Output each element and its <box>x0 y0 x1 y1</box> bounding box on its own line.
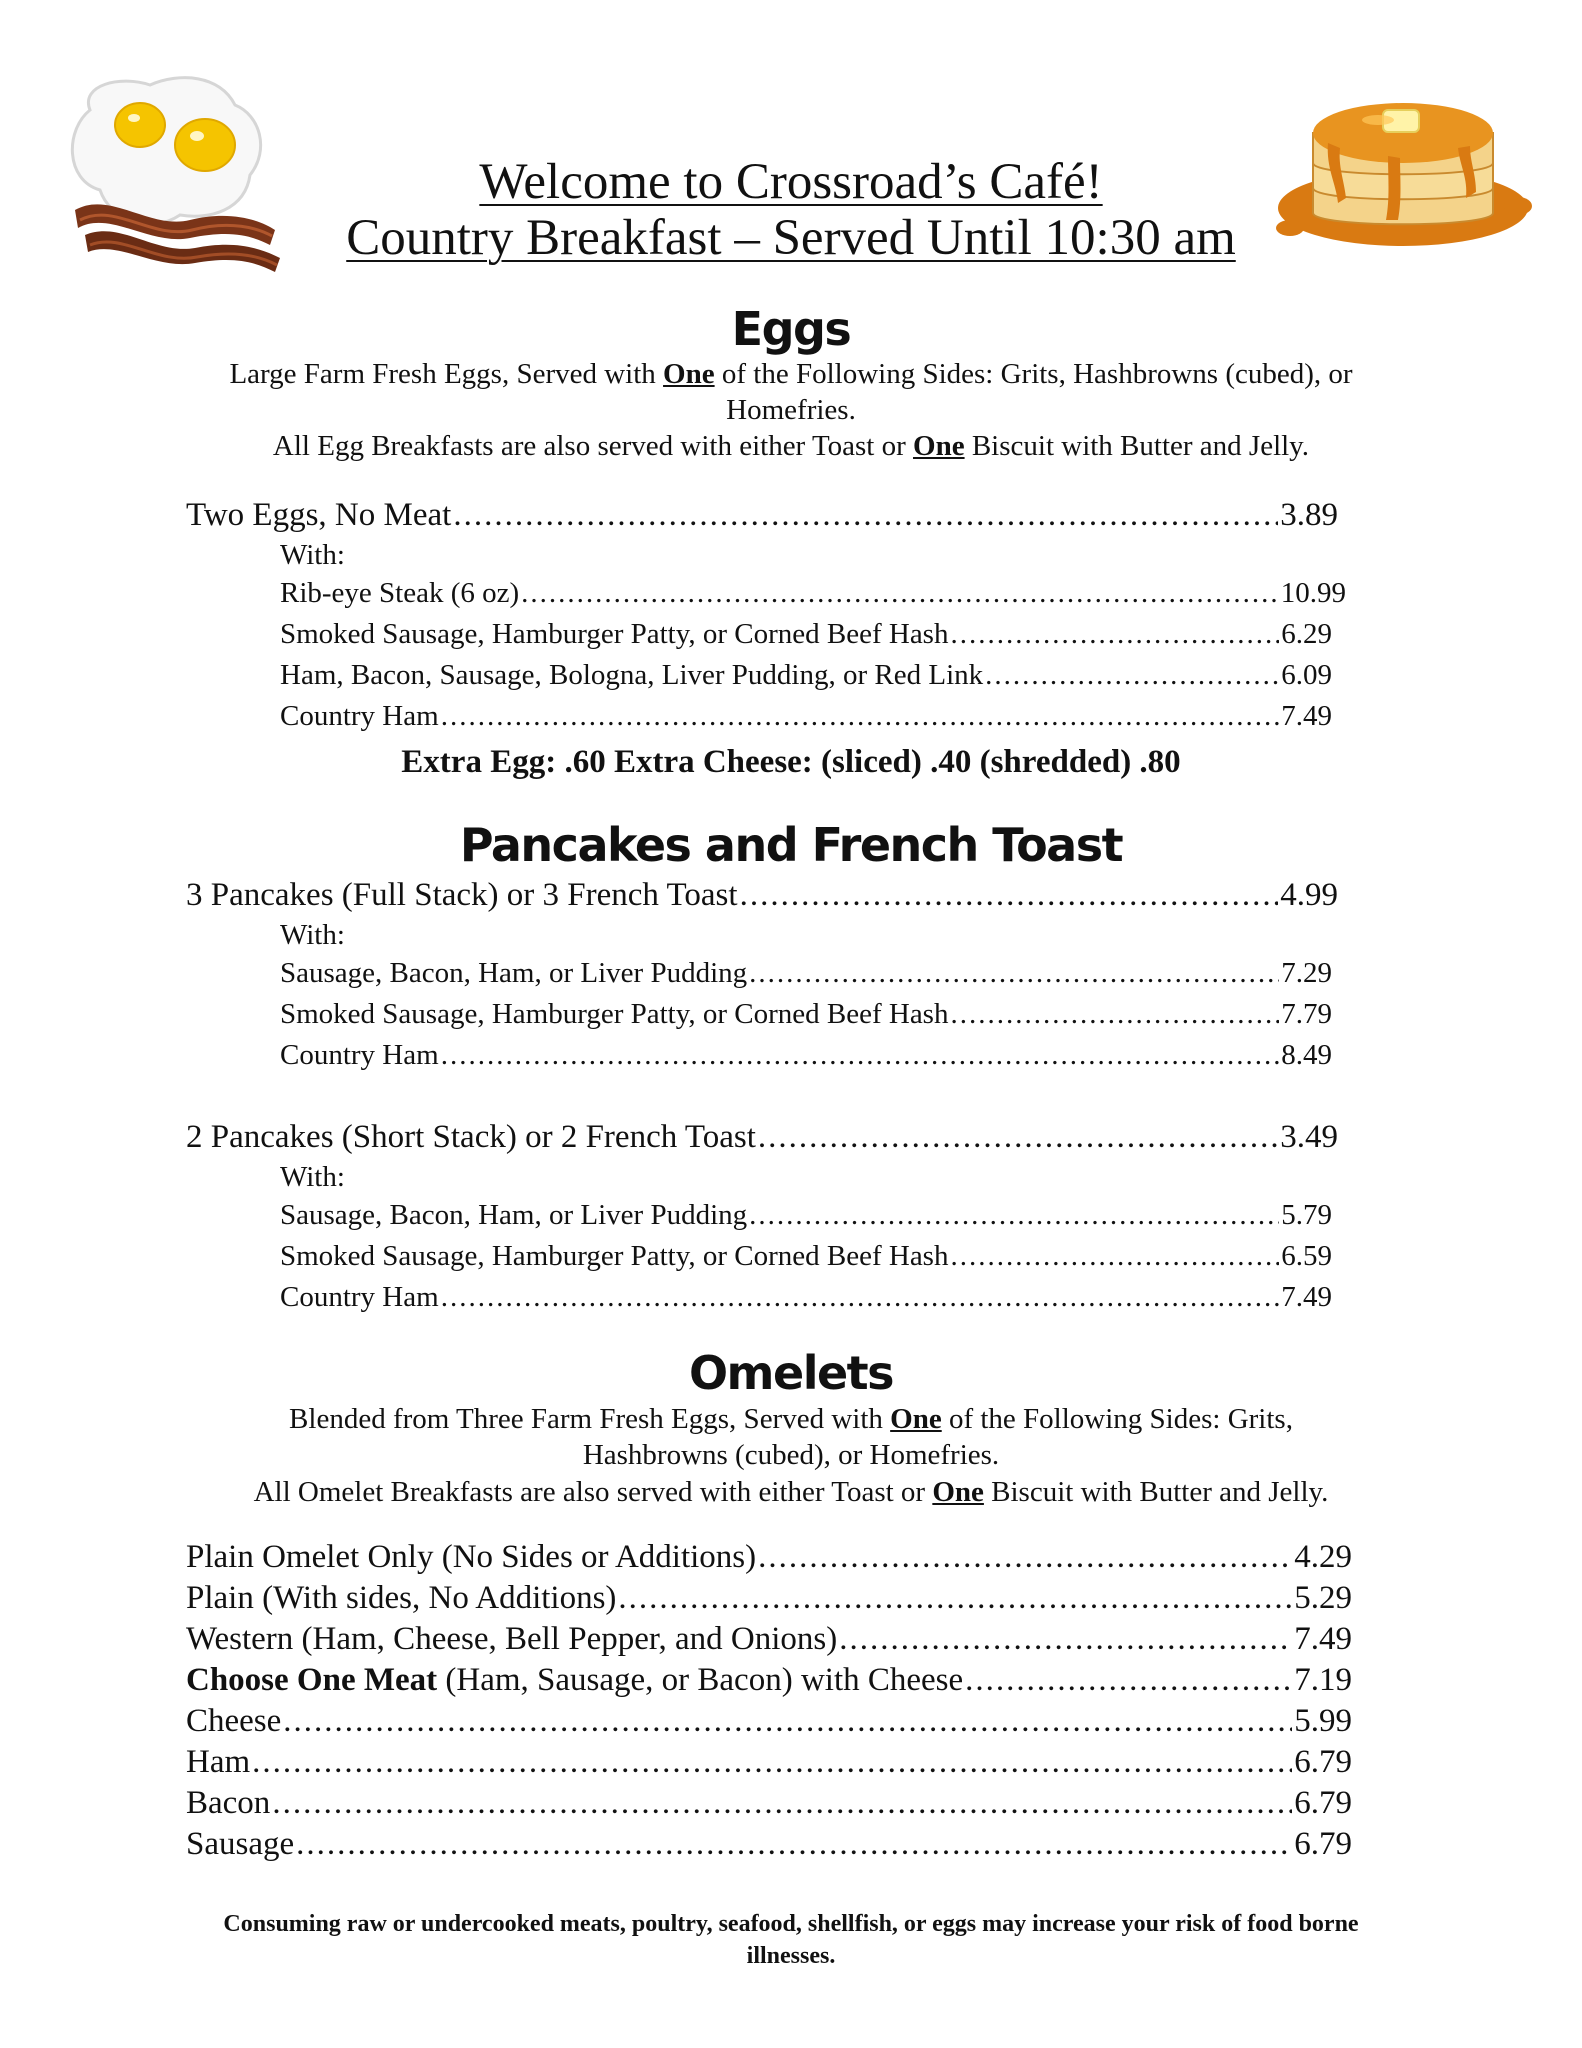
omelet-item: Cheese ..... 5.99 <box>186 1700 1352 1742</box>
option-item: Rib-eye Steak (6 oz) ..... 10.99 <box>280 573 1346 613</box>
with-label: With: <box>280 539 345 571</box>
food-safety-warning: Consuming raw or undercooked meats, poultry, seafood, shellfish, or eggs may increase your risk of food borne illnesses. <box>223 1911 1359 1969</box>
eggs-description: Large Farm Fresh Eggs, Served with One of the Following Sides: Grits, Hashbrowns (cubed), or Homefries. <box>229 358 1353 426</box>
option-item: Smoked Sausage, Hamburger Patty, or Corned Beef Hash ..... 6.59 <box>280 1236 1332 1276</box>
omelet-item: Western (Ham, Cheese, Bell Pepper, and Onions) ..... 7.49 <box>186 1618 1352 1660</box>
pancakes-heading: Pancakes and French Toast <box>459 818 1123 872</box>
option-item: Country Ham ..... 8.49 <box>280 1035 1332 1075</box>
menu-item-two-eggs: Two Eggs, No Meat ..... 3.89 <box>186 494 1338 536</box>
eggs-heading: Eggs <box>731 302 851 356</box>
menu-subtitle: Country Breakfast – Served Until 10:30 am <box>346 210 1236 266</box>
omelet-item: Plain Omelet Only (No Sides or Additions) ..... 4.29 <box>186 1536 1352 1578</box>
omelets-breakfast-note: All Omelet Breakfasts are also served with either Toast or One Biscuit with Butter and Jelly. <box>253 1476 1329 1508</box>
option-item: Smoked Sausage, Hamburger Patty, or Corned Beef Hash ..... 6.29 <box>280 614 1332 654</box>
omelet-item: Sausage ..... 6.79 <box>186 1823 1352 1865</box>
menu-item-short-stack: 2 Pancakes (Short Stack) or 2 French Toast ..... 3.49 <box>186 1116 1338 1158</box>
eggs-breakfast-note: All Egg Breakfasts are also served with either Toast or One Biscuit with Butter and Jelly. <box>272 430 1310 462</box>
option-item: Ham, Bacon, Sausage, Bologna, Liver Pudding, or Red Link ..... 6.09 <box>280 655 1332 695</box>
omelet-item: Ham ..... 6.79 <box>186 1741 1352 1783</box>
menu-item-full-stack: 3 Pancakes (Full Stack) or 3 French Toast ..... 4.99 <box>186 874 1338 916</box>
option-item: Country Ham ..... 7.49 <box>280 1277 1332 1317</box>
extras-pricing: Extra Egg: .60 Extra Cheese: (sliced) .40 (shredded) .80 <box>401 744 1181 780</box>
with-label: With: <box>280 919 345 951</box>
omelets-heading: Omelets <box>688 1346 894 1400</box>
option-item: Country Ham ..... 7.49 <box>280 696 1332 736</box>
omelets-description: Blended from Three Farm Fresh Eggs, Served with One of the Following Sides: Grits, Hashbrowns (cubed), or Homefries. <box>289 1403 1293 1471</box>
omelet-item: Bacon ..... 6.79 <box>186 1782 1352 1824</box>
omelet-item: Choose One Meat (Ham, Sausage, or Bacon) with Cheese ..... 7.19 <box>186 1659 1352 1701</box>
omelet-item: Plain (With sides, No Additions) ..... 5.29 <box>186 1577 1352 1619</box>
with-label: With: <box>280 1161 345 1193</box>
menu-title: Welcome to Crossroad’s Café! <box>479 154 1103 210</box>
option-item: Smoked Sausage, Hamburger Patty, or Corned Beef Hash ..... 7.79 <box>280 994 1332 1034</box>
option-item: Sausage, Bacon, Ham, or Liver Pudding ..... 5.79 <box>280 1195 1332 1235</box>
option-item: Sausage, Bacon, Ham, or Liver Pudding ..... 7.29 <box>280 953 1332 993</box>
